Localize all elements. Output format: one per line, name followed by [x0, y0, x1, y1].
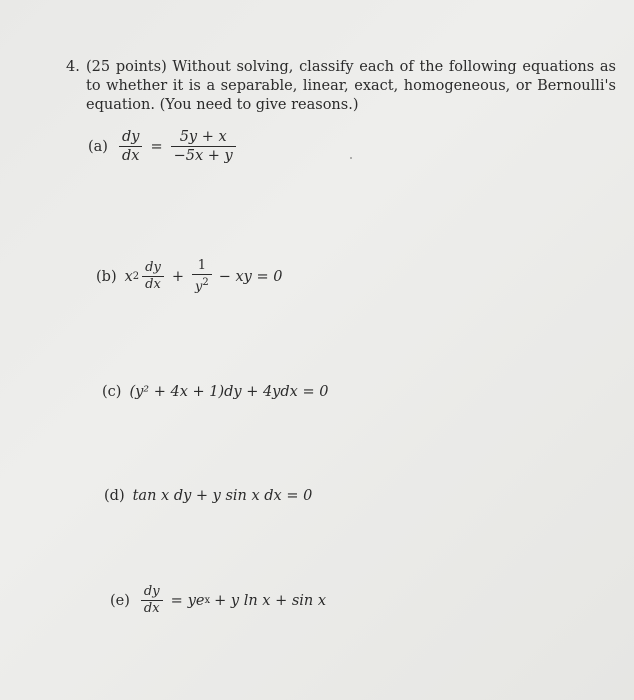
part-a [88, 128, 239, 165]
part-d-label: (d) [104, 488, 125, 504]
part-e-equals: = [170, 592, 183, 609]
part-e-derivative-denominator: dx [143, 601, 160, 616]
stray-mark [350, 157, 352, 159]
part-b-fraction-denominator-base: y [195, 279, 203, 295]
part-b-remainder: − xy = 0 [218, 268, 283, 285]
part-d-expression: tan x dy + y sin x dx = 0 [132, 488, 313, 504]
part-e-derivative-numerator: dy [143, 584, 160, 599]
part-b-coefficient-exponent: 2 [132, 271, 140, 283]
part-b-fraction-numerator: 1 [197, 258, 206, 273]
part-a-label: (a) [88, 138, 108, 155]
problem-statement [66, 58, 616, 115]
part-b-fraction-denominator-exponent: 2 [202, 277, 209, 288]
part-a-rhs-denominator: −5x + y [173, 148, 233, 164]
part-b-plus: + [171, 268, 184, 285]
part-c-label: (c) [102, 384, 122, 400]
problem-text: (25 points) Without solving, classify each of the following equations as to whether it is a separable, linear, exact, homogeneous, or Bernoulli's equation. (You need to give reasons.) [86, 59, 616, 113]
part-e [110, 584, 326, 617]
part-a-lhs-denominator: dx [121, 148, 140, 164]
part-b-derivative-numerator: dy [145, 260, 161, 276]
part-e-rhs-term2: + y ln x + sin x [214, 592, 327, 609]
part-b-fraction-denominator [192, 275, 212, 295]
part-b [96, 258, 282, 295]
part-e-rhs-exponent: x [204, 595, 211, 606]
part-a-lhs-numerator: dy [121, 129, 140, 145]
part-d [104, 488, 312, 504]
part-b-coefficient: x [124, 268, 133, 285]
problem-number: 4. [66, 59, 80, 75]
part-c [102, 384, 328, 400]
part-b-derivative-denominator: dx [145, 277, 161, 293]
part-b-derivative [142, 260, 164, 293]
part-b-fraction [192, 258, 212, 295]
part-e-derivative [141, 584, 163, 617]
part-e-label: (e) [110, 592, 130, 609]
part-a-equals: = [150, 138, 163, 155]
part-a-rhs-numerator: 5y + x [179, 129, 227, 145]
part-e-rhs-term1: ye [187, 592, 205, 609]
part-b-label: (b) [96, 268, 117, 285]
part-a-rhs-fraction [171, 128, 236, 165]
part-c-expression: (y² + 4x + 1)dy + 4ydx = 0 [129, 384, 329, 400]
part-a-derivative [119, 128, 142, 165]
